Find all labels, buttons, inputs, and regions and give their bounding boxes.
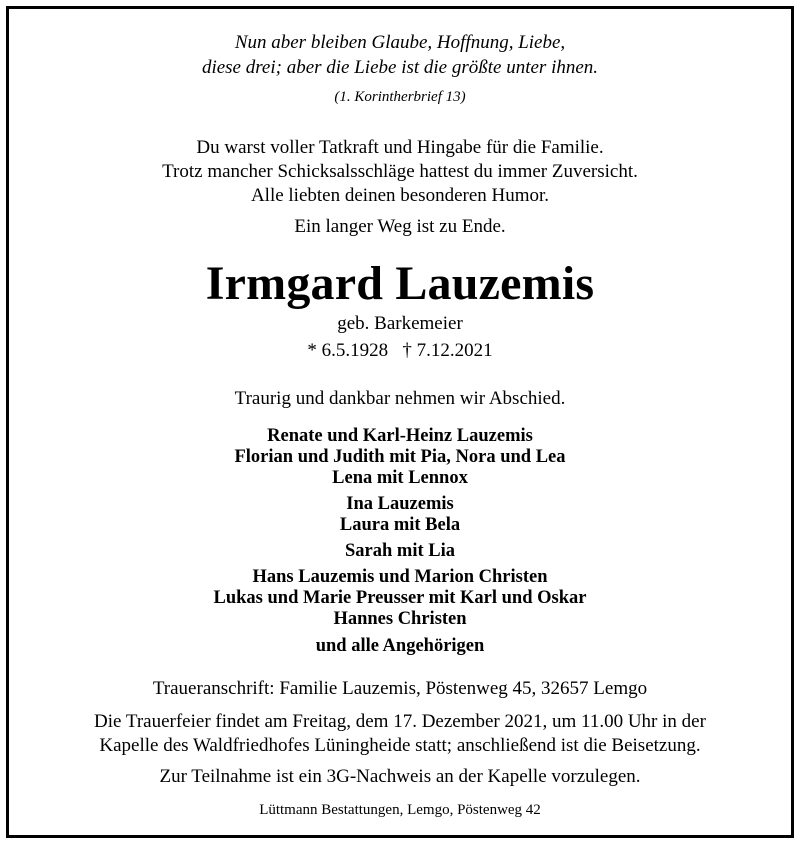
tribute-line-3: Alle liebten deinen besonderen Humor. (250, 185, 550, 206)
end-line: Ein langer Weg ist zu Ende. (294, 216, 506, 237)
life-dates: * 6.5.1928 † 7.12.2021 (307, 340, 493, 361)
admission-notice: Zur Teilnahme ist ein 3G-Nachweis an der Kapelle vorzulegen. (159, 766, 641, 787)
tribute-line-1: Du warst voller Tatkraft und Hingabe für die Familie. (196, 137, 604, 158)
quote-line-1: Nun aber bleiben Glaube, Hoffnung, Liebe, (234, 32, 566, 53)
mourner-line: Renate und Karl-Heinz Lauzemis (267, 426, 533, 446)
condolence-address: Traueranschrift: Familie Lauzemis, Pöstenweg 45, 32657 Lemgo (152, 678, 648, 699)
mourner-line: Hannes Christen (333, 609, 467, 629)
maiden-name: geb. Barkemeier (337, 313, 463, 334)
mourner-line: und alle Angehörigen (315, 636, 485, 656)
mourner-line: Sarah mit Lia (345, 541, 455, 561)
mourner-line: Hans Lauzemis und Marion Christen (252, 567, 548, 587)
quote-reference: (1. Korintherbrief 13) (334, 89, 466, 105)
mourner-line: Lukas und Marie Preusser mit Karl und Oskar (213, 588, 587, 608)
mourner-line: Ina Lauzemis (346, 494, 454, 514)
mourner-line: Florian und Judith mit Pia, Nora und Lea (234, 447, 566, 467)
ceremony-line-2: Kapelle des Waldfriedhofes Lüningheide statt; anschließend ist die Beisetzung. (99, 735, 701, 756)
mourner-line: Lena mit Lennox (332, 468, 468, 488)
quote-line-2: diese drei; aber die Liebe ist die größte unter ihnen. (201, 57, 599, 78)
mourner-line: Laura mit Bela (339, 515, 461, 535)
ceremony-line-1: Die Trauerfeier findet am Freitag, dem 17. Dezember 2021, um 11.00 Uhr in der (94, 711, 706, 732)
tribute-line-2: Trotz mancher Schicksalsschläge hattest du immer Zuversicht. (162, 161, 638, 182)
deceased-name: Irmgard Lauzemis (205, 257, 595, 310)
farewell-line: Traurig und dankbar nehmen wir Abschied. (234, 388, 566, 409)
undertaker-credit: Lüttmann Bestattungen, Lemgo, Pöstenweg 42 (259, 802, 541, 818)
